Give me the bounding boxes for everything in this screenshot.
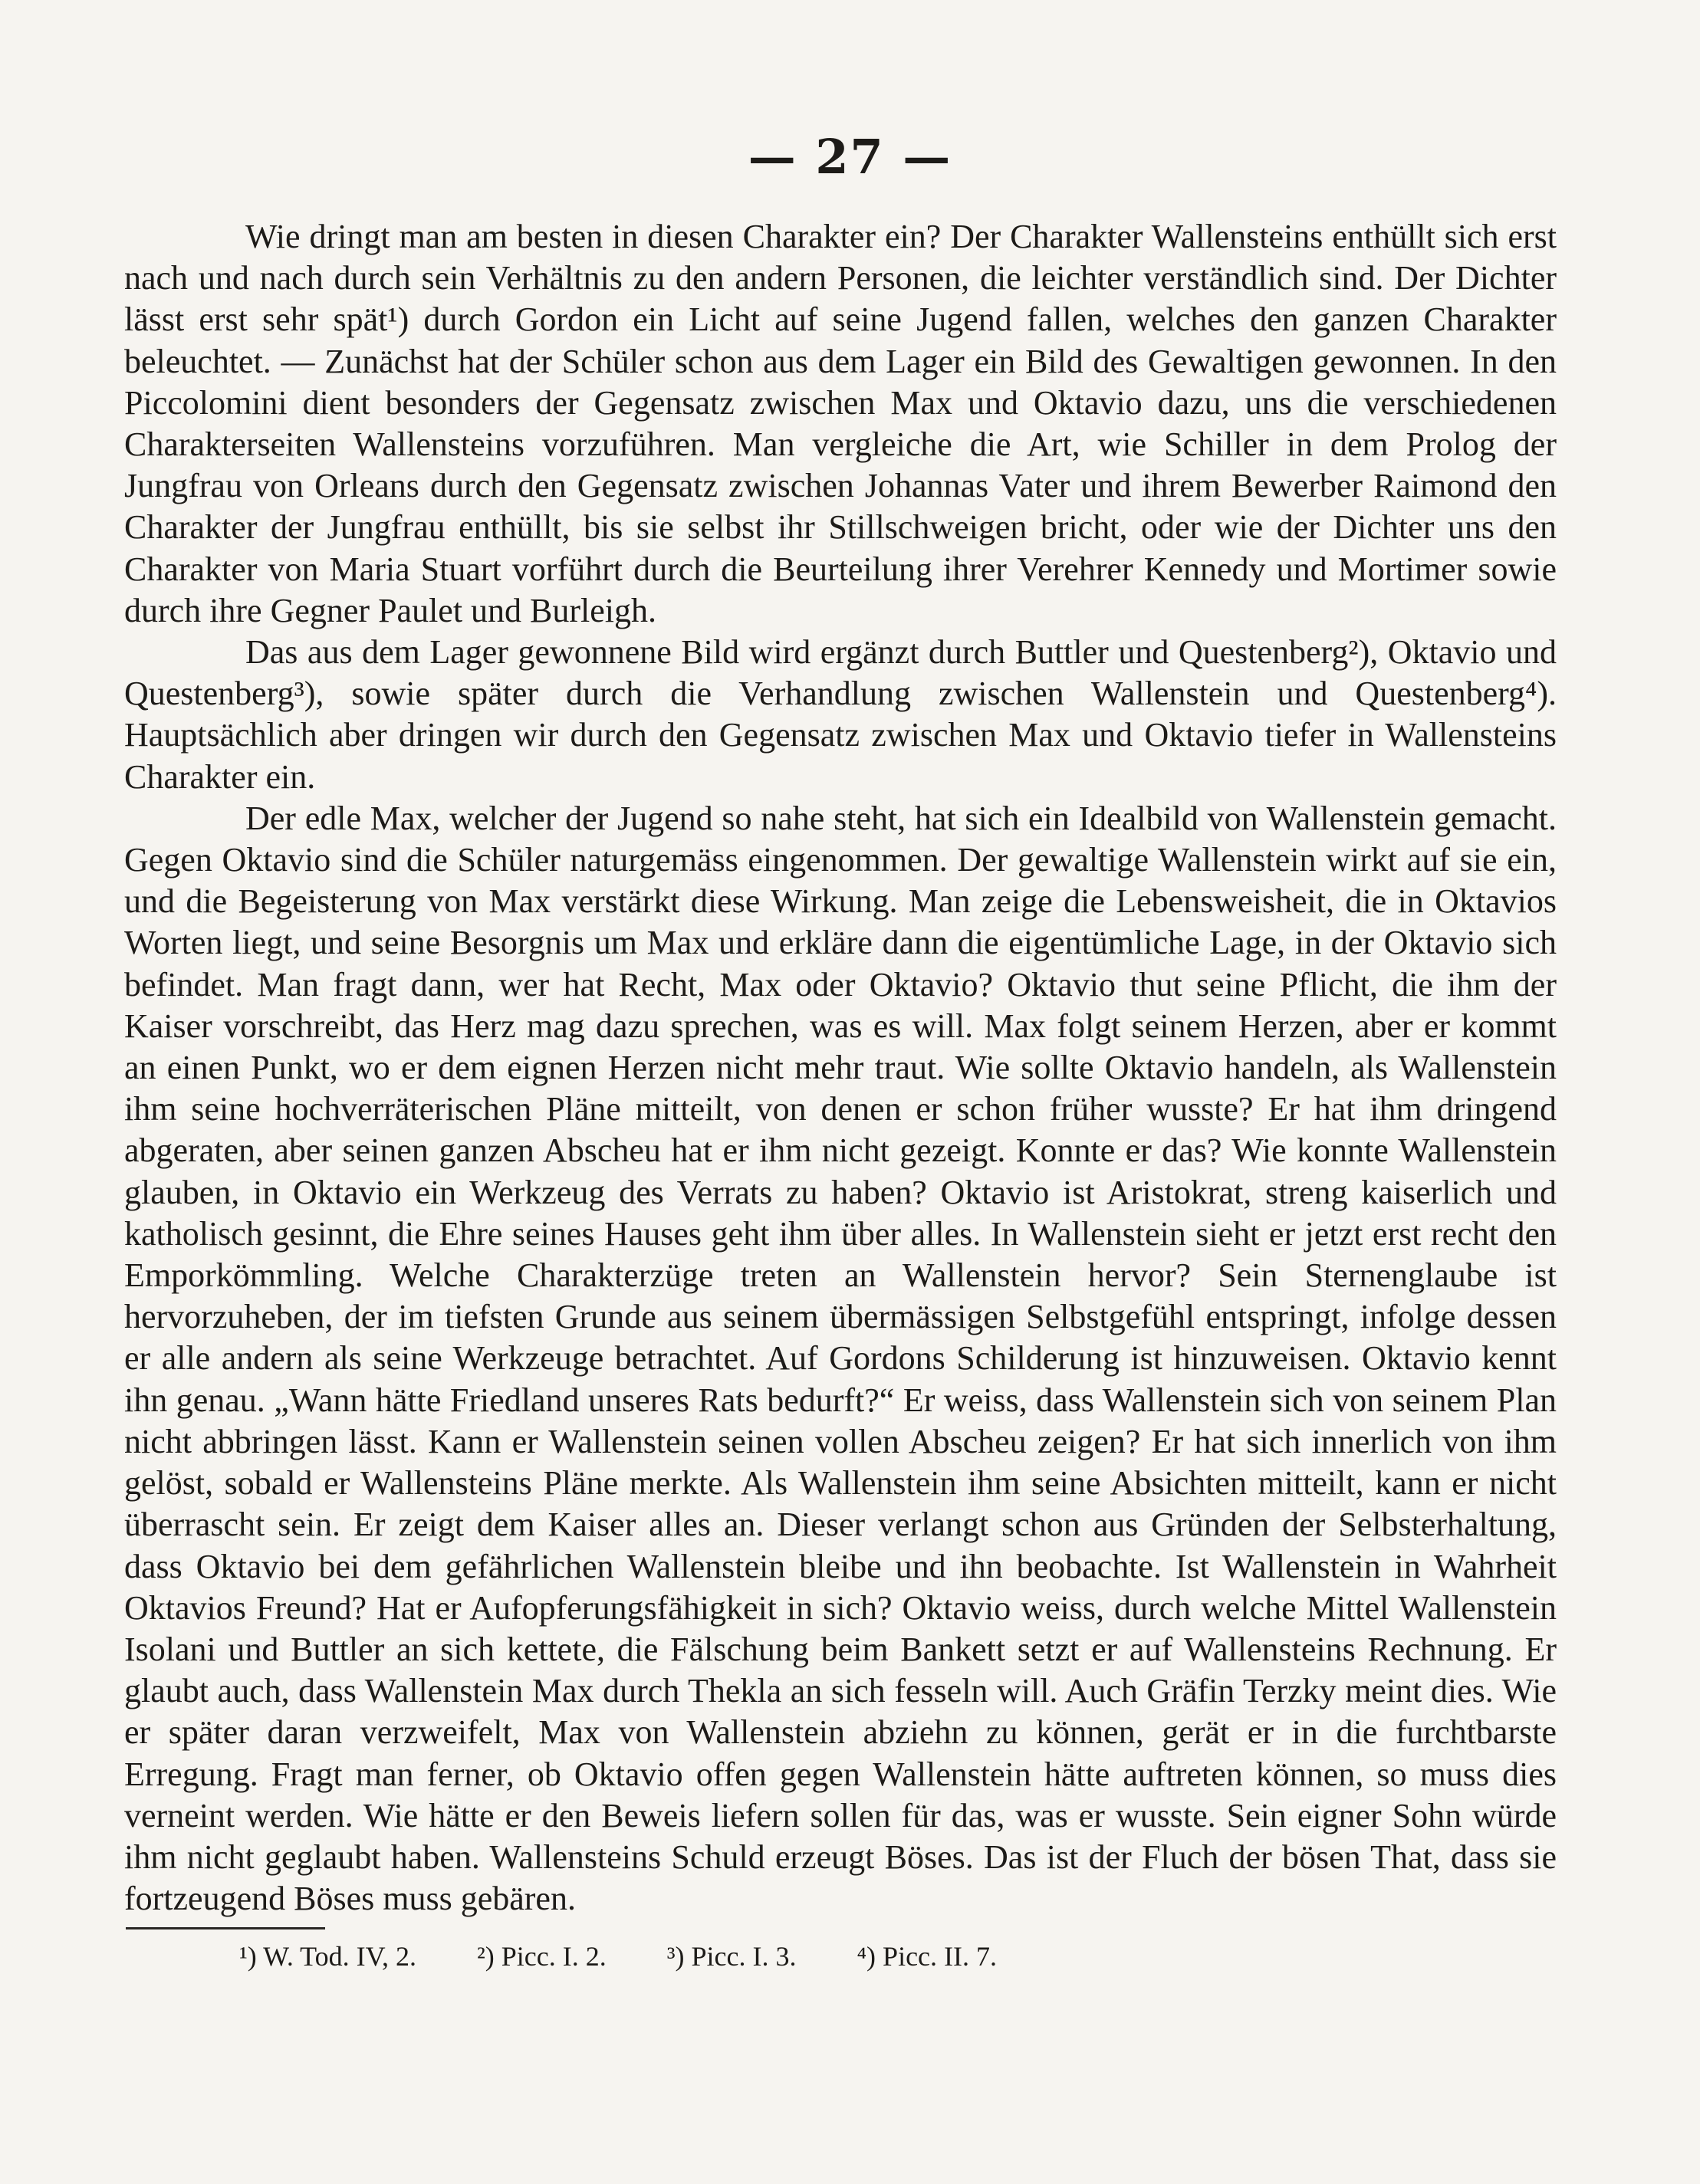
- paragraph: Wie dringt man am besten in diesen Charakter ein? Der Charakter Wallensteins enthüllt sich erst nach und nach durch sein Verhältnis zu den andern Personen, die leichter verständlich sind. Der Dichter lässt erst sehr spät¹) durch Gordon ein Licht auf seine Jugend fallen, welches den ganzen Charakter beleuchtet. — Zunächst hat der Schüler schon aus dem Lager ein Bild des Gewaltigen gewonnen. In den Piccolomini dient besonders der Gegensatz zwischen Max und Oktavio dazu, uns die verschiedenen Charakterseiten Wallensteins vorzuführen. Man vergleiche die Art, wie Schiller in dem Prolog der Jungfrau von Orleans durch den Gegensatz zwischen Johannas Vater und ihrem Bewerber Raimond den Charakter der Jungfrau enthüllt, bis sie selbst ihr Stillschweigen bricht, oder wie der Dichter uns den Charakter von Maria Stuart vorführt durch die Beurteilung ihrer Verehrer Kennedy und Mortimer sowie durch ihre Gegner Paulet und Burleigh.: [124, 218, 1557, 629]
- footnote-mark: ⁴): [857, 1941, 876, 1972]
- footnote-text: Picc. II. 7.: [883, 1941, 998, 1972]
- footnote-mark: ²): [477, 1941, 495, 1972]
- footnote: [857, 1933, 998, 1979]
- footnote: [239, 1933, 416, 1979]
- footnote-text: Picc. I. 3.: [691, 1941, 797, 1972]
- footnote: [667, 1933, 797, 1979]
- footnote-text: W. Tod. IV, 2.: [263, 1941, 416, 1972]
- footnote-mark: ³): [666, 1941, 685, 1972]
- body-text: [124, 216, 1557, 1920]
- footnote-divider: [126, 1927, 325, 1929]
- footnotes: [239, 1933, 1051, 1979]
- footnote-mark: ¹): [239, 1941, 257, 1972]
- paragraph: Der edle Max, welcher der Jugend so nahe steht, hat sich ein Idealbild von Wallenstein gemacht. Gegen Oktavio sind die Schüler naturgemäss eingenommen. Der gewaltige Wallenstein wirkt auf sie ein, und die Begeisterung von Max verstärkt diese Wirkung. Man zeige die Lebensweisheit, die in Oktavios Worten liegt, und seine Besorgnis um Max und erkläre dann die eigentümliche Lage, in der Oktavio sich befindet. Man fragt dann, wer hat Recht, Max oder Oktavio? Oktavio thut seine Pflicht, die ihm der Kaiser vorschreibt, das Herz mag dazu sprechen, was es will. Max folgt seinem Herzen, aber er kommt an einen Punkt, wo er dem eignen Herzen nicht mehr traut. Wie sollte Oktavio handeln, als Wallenstein ihm seine hochverräterischen Pläne mitteilt, von denen er schon früher wusste? Er hat ihm dringend abgeraten, aber seinen ganzen Abscheu hat er ihm nicht gezeigt. Konnte er das? Wie konnte Wallenstein glauben, in Oktavio ein Werkzeug des Verrats zu haben? Oktavio ist Aristokrat, streng kaiserlich und katholisch gesinnt, die Ehre seines Hauses geht ihm über alles. In Wallenstein sieht er jetzt erst recht den Emporkömmling. Welche Charakterzüge treten an Wallenstein hervor? Sein Sternenglaube ist hervorzuheben, der im tiefsten Grunde aus seinem übermässigen Selbstgefühl entspringt, infolge dessen er alle andern als seine Werkzeuge betrachtet. Auf Gordons Schilderung ist hinzuweisen. Oktavio kennt ihn genau. „Wann hätte Friedland unseres Rats bedurft?“ Er weiss, dass Wallenstein sich von seinem Plan nicht abbringen lässt. Kann er Wallenstein seinen vollen Abscheu zeigen? Er hat sich innerlich von ihm gelöst, sobald er Wallensteins Pläne merkte. Als Wallenstein ihm seine Absichten mitteilt, kann er nicht überrascht sein. Er zeigt dem Kaiser alles an. Dieser verlangt schon aus Gründen der Selbsterhaltung, dass Oktavio bei dem gefährlichen Wallenstein bleibe und ihn beobachte. Ist Wallenstein in Wahrheit Oktavios Freund? Hat er Aufopferungsfähigkeit in sich? Oktavio weiss, durch welche Mittel Wallenstein Isolani und Buttler an sich kettete, die Fälschung beim Bankett setzt er auf Wallensteins Rechnung. Er glaubt auch, dass Wallenstein Max durch Thekla an sich fesseln will. Auch Gräfin Terzky meint dies. Wie er später daran verzweifelt, Max von Wallenstein abziehn zu können, gerät er in die furchtbarste Erregung. Fragt man ferner, ob Oktavio offen gegen Wallenstein hätte auftreten können, so muss dies verneint werden. Wie hätte er den Beweis liefern sollen für das, was er wusste. Sein eigner Sohn würde ihm nicht geglaubt haben. Wallensteins Schuld erzeugt Böses. Das ist der Fluch der bösen That, dass sie fortzeugend Böses muss gebären.: [124, 799, 1557, 1918]
- page-number: — 27 —: [748, 129, 952, 185]
- footnote-text: Picc. I. 2.: [501, 1941, 607, 1972]
- paragraph: Das aus dem Lager gewonnene Bild wird ergänzt durch Buttler und Questenberg²), Oktavio und Questenberg³), sowie später durch die Verhandlung zwischen Wallenstein und Questenberg⁴). Hauptsächlich aber dringen wir durch den Gegensatz zwischen Max und Oktavio tiefer in Wallensteins Charakter ein.: [124, 633, 1557, 796]
- footnote: [477, 1933, 607, 1979]
